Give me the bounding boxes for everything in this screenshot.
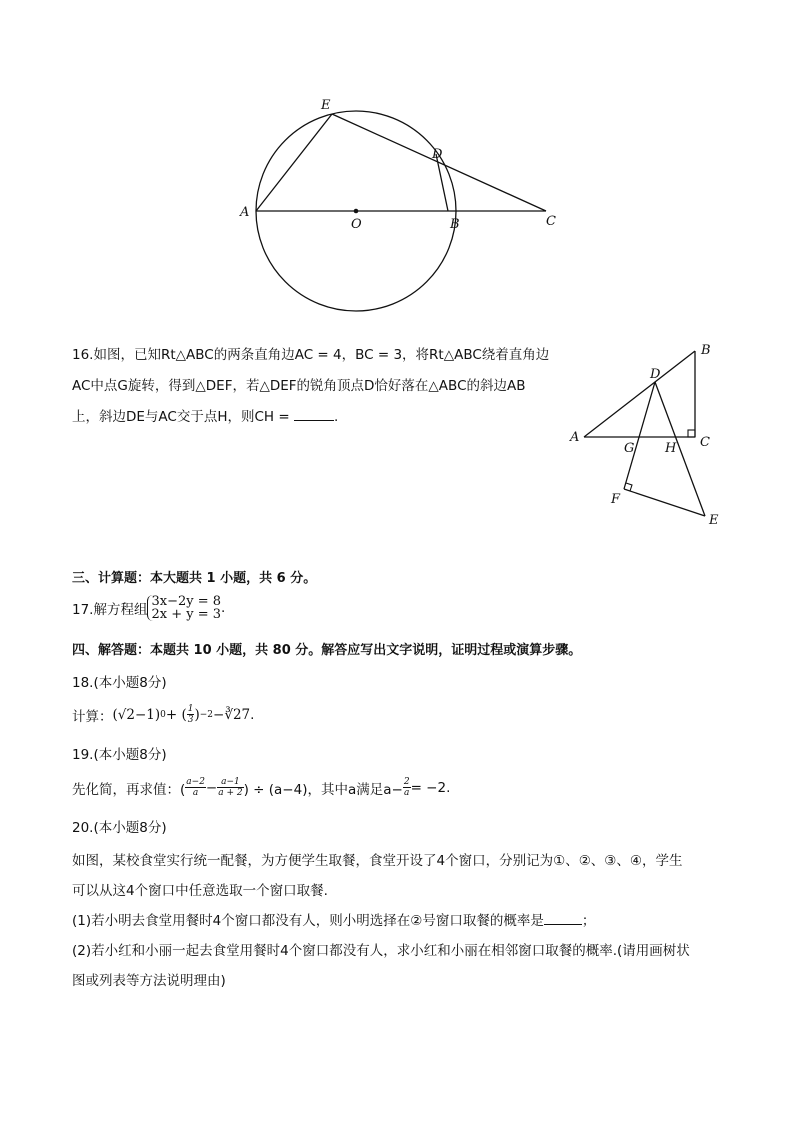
q19-f2-den: a + 2	[218, 788, 243, 798]
equation-system	[147, 595, 221, 621]
segment-fe	[624, 489, 705, 516]
q20-part2-line1: (2)若小红和小丽一起去食堂用餐时4个窗口都没有人，求小红和小丽在相邻窗口取餐的概率.(请用画树状	[72, 943, 690, 959]
problem-20-body	[72, 846, 732, 996]
q16-line3	[72, 402, 562, 433]
problem-16	[72, 340, 562, 433]
q19-f1-den: a	[192, 788, 199, 798]
center-point-o	[354, 209, 359, 214]
problem-17	[72, 593, 225, 623]
q18-fraction	[187, 704, 195, 725]
q19-minus: −	[205, 779, 218, 796]
label-g: G	[624, 441, 635, 456]
q18-expression	[72, 704, 254, 725]
label-e: E	[321, 98, 331, 113]
q19-f1-num: a−2	[186, 777, 205, 787]
q17-prefix: 17.解方程组	[72, 602, 148, 618]
q20-line2: 可以从这4个窗口中任意选取一个窗口取餐.	[72, 883, 328, 899]
segment-ae	[256, 114, 332, 211]
label-d: D	[432, 147, 443, 162]
label-a2: A	[570, 430, 580, 445]
q17-eq2: 2x + y = 3	[151, 607, 222, 622]
q18-exp0: 0	[160, 709, 166, 720]
q20-line1: 如图，某校食堂实行统一配餐，为方便学生取餐，食堂开设了4个窗口，分别记为①、②、③、④，学生	[72, 853, 683, 869]
q19-header: 19.(本小题8分)	[72, 747, 167, 763]
q16-line1: 16.如图，已知Rt△ABC的两条直角边AC = 4，BC = 3，将Rt△ABC绕着直角边	[72, 347, 550, 363]
segment-de	[655, 382, 705, 516]
q19-frac1	[185, 777, 206, 798]
answer-blank-20[interactable]	[544, 912, 582, 925]
q18-plus: + (	[165, 706, 187, 723]
answer-blank-16[interactable]	[294, 408, 334, 421]
label-a: A	[240, 205, 250, 220]
segment-ab	[584, 351, 695, 437]
label-b2: B	[701, 343, 711, 358]
label-c2: C	[700, 435, 710, 450]
q19-f2-num: a−1	[217, 777, 243, 788]
q18-minus-root: −∛27	[213, 706, 251, 723]
q19-frac3	[403, 777, 411, 798]
right-angle-c	[688, 430, 695, 437]
q18-frac-den: 3	[187, 715, 194, 725]
q20-part1	[72, 906, 732, 936]
q19-frac2	[217, 777, 243, 798]
label-d2: D	[650, 367, 661, 382]
q16-line3-text: 上，斜边DE与AC交于点H，则CH =	[72, 409, 294, 425]
q20-part1-text: (1)若小明去食堂用餐时4个窗口都没有人，则小明选择在②号窗口取餐的概率是	[72, 913, 544, 929]
q19-end: = −2.	[410, 779, 451, 796]
q20-header: 20.(本小题8分)	[72, 820, 167, 836]
q18-header: 18.(本小题8分)	[72, 675, 167, 691]
q19-after: ) ÷ (a−4)，其中a满足a−	[243, 781, 403, 798]
label-h: H	[665, 441, 677, 456]
q20-part2-line2: 图或列表等方法说明理由)	[72, 973, 226, 989]
q17-suffix: .	[221, 600, 226, 616]
q18-lead: 计算：	[72, 708, 113, 725]
circle-figure	[230, 90, 570, 320]
label-f: F	[611, 492, 621, 507]
q16-line2: AC中点G旋转，得到△DEF，若△DEF的锐角顶点D恰好落在△ABC的斜边AB	[72, 378, 526, 394]
q19-lead: 先化简，再求值：(	[72, 781, 186, 798]
q19-expression	[72, 777, 450, 798]
label-b: B	[450, 217, 460, 232]
q17-eq1: 3x−2y = 8	[151, 594, 222, 609]
triangle-figure	[565, 340, 735, 535]
segment-db	[436, 154, 448, 211]
q19-f3-den: a	[404, 788, 410, 798]
q18-close: )	[194, 706, 200, 723]
q16-line3-end: .	[333, 409, 339, 425]
q18-frac-num: 1	[187, 704, 194, 714]
q20-part1-end: ；	[581, 913, 596, 929]
label-e2: E	[709, 513, 719, 528]
q19-f3-num: 2	[403, 777, 410, 787]
label-o: O	[351, 217, 362, 232]
segment-df	[624, 382, 655, 489]
segment-ec	[332, 114, 546, 211]
q18-end: .	[250, 706, 255, 723]
q18-expr-a: (√2−1)	[112, 706, 161, 723]
section-4-heading: 四、解答题：本题共 10 小题，共 80 分。解答应写出文字说明，证明过程或演算步骤。	[72, 643, 582, 658]
section-3-heading: 三、计算题：本大题共 1 小题，共 6 分。	[72, 571, 317, 586]
q18-exp-neg2: −2	[199, 709, 214, 720]
label-c: C	[546, 214, 556, 229]
